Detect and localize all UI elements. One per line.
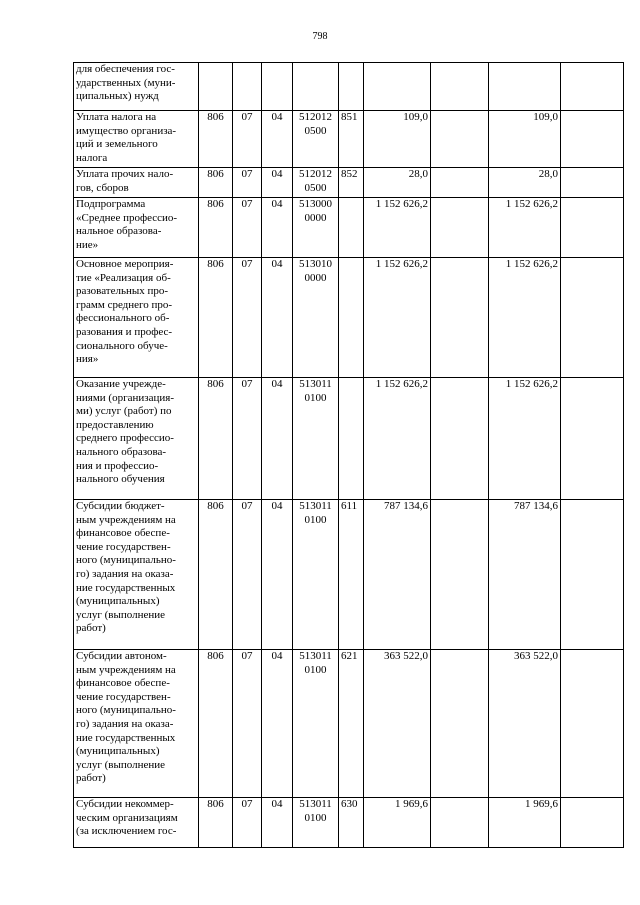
subsection-code-cell: 04	[262, 258, 293, 378]
ministry-code-cell: 806	[199, 798, 233, 848]
section-code-cell: 07	[233, 500, 262, 650]
table-row	[74, 258, 624, 378]
amount-total-cell: 787 134,6	[489, 500, 561, 650]
amount-cell: 363 522,0	[364, 650, 431, 798]
table-row	[74, 198, 624, 258]
ministry-code-cell: 806	[199, 650, 233, 798]
expense-type-cell	[339, 198, 364, 258]
target-article-cell: 513010 0000	[293, 258, 339, 378]
subsection-code-cell: 04	[262, 168, 293, 198]
ministry-code-cell: 806	[199, 378, 233, 500]
target-article-cell: 513011 0100	[293, 650, 339, 798]
row-name-cell: для обеспечения гос- ударственных (муни- ципальных) нужд	[74, 63, 199, 111]
amount-cell: 1 969,6	[364, 798, 431, 848]
amount-extra-cell	[431, 650, 489, 798]
amount-blank-cell	[561, 168, 624, 198]
amount-cell	[364, 63, 431, 111]
subsection-code-cell	[262, 63, 293, 111]
amount-extra-cell	[431, 500, 489, 650]
table-row	[74, 378, 624, 500]
row-name-cell: Субсидии некоммер- ческим организациям (за исключением гос-	[74, 798, 199, 848]
expense-type-cell: 630	[339, 798, 364, 848]
expense-type-cell: 611	[339, 500, 364, 650]
table-row	[74, 168, 624, 198]
ministry-code-cell: 806	[199, 168, 233, 198]
expense-type-cell	[339, 63, 364, 111]
amount-extra-cell	[431, 798, 489, 848]
amount-total-cell: 1 969,6	[489, 798, 561, 848]
amount-total-cell	[489, 63, 561, 111]
amount-extra-cell	[431, 378, 489, 500]
target-article-cell: 513000 0000	[293, 198, 339, 258]
section-code-cell: 07	[233, 378, 262, 500]
expense-type-cell	[339, 258, 364, 378]
section-code-cell: 07	[233, 111, 262, 168]
expense-type-cell: 851	[339, 111, 364, 168]
amount-total-cell: 109,0	[489, 111, 561, 168]
row-name-cell: Субсидии автоном- ным учреждениям на финансовое обеспе- чение государствен- ного (муниципально- го) задания на оказа- ние государственных (муниципальных) услуг (выполнение работ)	[74, 650, 199, 798]
amount-blank-cell	[561, 650, 624, 798]
row-name-cell: Субсидии бюджет- ным учреждениям на финансовое обеспе- чение государствен- ного (муниципально- го) задания на оказа- ние государственных (муниципальных) услуг (выполнение работ)	[74, 500, 199, 650]
table-row	[74, 63, 624, 111]
subsection-code-cell: 04	[262, 378, 293, 500]
budget-table	[73, 62, 624, 848]
amount-cell: 787 134,6	[364, 500, 431, 650]
table-body	[74, 63, 624, 848]
amount-total-cell: 1 152 626,2	[489, 198, 561, 258]
target-article-cell: 513011 0100	[293, 500, 339, 650]
target-article-cell: 512012 0500	[293, 168, 339, 198]
target-article-cell: 513011 0100	[293, 378, 339, 500]
amount-total-cell: 1 152 626,2	[489, 258, 561, 378]
subsection-code-cell: 04	[262, 500, 293, 650]
expense-type-cell	[339, 378, 364, 500]
table-row	[74, 650, 624, 798]
row-name-cell: Основное мероприя- тие «Реализация об- разовательных про- грамм среднего про- фессионального об- разования и профес- сионального обуче- ния»	[74, 258, 199, 378]
table-row	[74, 798, 624, 848]
section-code-cell: 07	[233, 258, 262, 378]
ministry-code-cell: 806	[199, 500, 233, 650]
amount-total-cell: 363 522,0	[489, 650, 561, 798]
ministry-code-cell	[199, 63, 233, 111]
expense-type-cell: 852	[339, 168, 364, 198]
amount-blank-cell	[561, 198, 624, 258]
target-article-cell: 512012 0500	[293, 111, 339, 168]
amount-extra-cell	[431, 168, 489, 198]
section-code-cell: 07	[233, 798, 262, 848]
amount-cell: 109,0	[364, 111, 431, 168]
target-article-cell: 513011 0100	[293, 798, 339, 848]
row-name-cell: Уплата прочих нало- гов, сборов	[74, 168, 199, 198]
section-code-cell	[233, 63, 262, 111]
subsection-code-cell: 04	[262, 111, 293, 168]
ministry-code-cell: 806	[199, 111, 233, 168]
amount-blank-cell	[561, 63, 624, 111]
amount-cell: 1 152 626,2	[364, 258, 431, 378]
amount-cell: 1 152 626,2	[364, 198, 431, 258]
section-code-cell: 07	[233, 650, 262, 798]
amount-total-cell: 28,0	[489, 168, 561, 198]
amount-blank-cell	[561, 258, 624, 378]
ministry-code-cell: 806	[199, 258, 233, 378]
amount-extra-cell	[431, 111, 489, 168]
amount-extra-cell	[431, 63, 489, 111]
table-row	[74, 111, 624, 168]
page-number: 798	[312, 31, 328, 42]
subsection-code-cell: 04	[262, 650, 293, 798]
amount-blank-cell	[561, 378, 624, 500]
row-name-cell: Подпрограмма «Среднее профессио- нальное образова- ние»	[74, 198, 199, 258]
amount-extra-cell	[431, 198, 489, 258]
amount-blank-cell	[561, 798, 624, 848]
expense-type-cell: 621	[339, 650, 364, 798]
subsection-code-cell: 04	[262, 198, 293, 258]
amount-total-cell: 1 152 626,2	[489, 378, 561, 500]
amount-extra-cell	[431, 258, 489, 378]
row-name-cell: Уплата налога на имущество организа- ций и земельного налога	[74, 111, 199, 168]
target-article-cell	[293, 63, 339, 111]
amount-cell: 1 152 626,2	[364, 378, 431, 500]
amount-blank-cell	[561, 500, 624, 650]
amount-blank-cell	[561, 111, 624, 168]
ministry-code-cell: 806	[199, 198, 233, 258]
subsection-code-cell: 04	[262, 798, 293, 848]
section-code-cell: 07	[233, 198, 262, 258]
row-name-cell: Оказание учрежде- ниями (организация- ми) услуг (работ) по предоставлению среднего профессио- нального образова- ния и профессио- нального обучения	[74, 378, 199, 500]
table-row	[74, 500, 624, 650]
section-code-cell: 07	[233, 168, 262, 198]
amount-cell: 28,0	[364, 168, 431, 198]
